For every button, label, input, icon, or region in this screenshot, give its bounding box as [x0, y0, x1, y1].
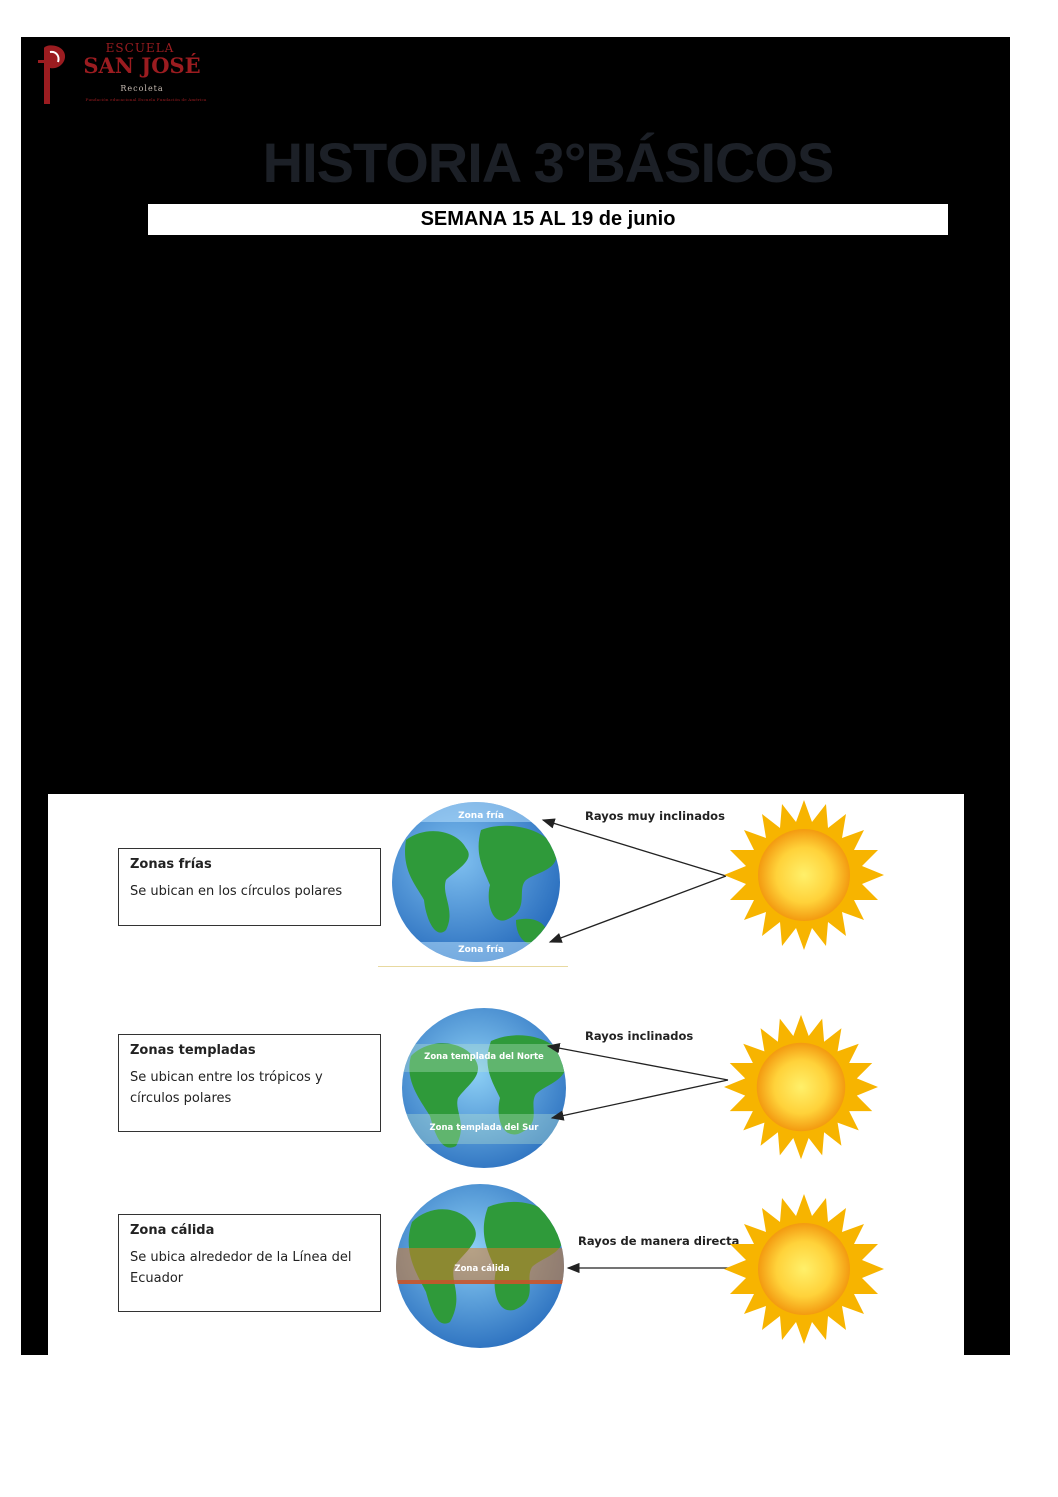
cold-zones-title: Zonas frías	[130, 857, 212, 872]
sun-icon	[724, 1014, 878, 1160]
temperate-band-label-south: Zona templada del Sur	[429, 1123, 539, 1133]
logo-motto: Fundación educacional Escuela Fundación de América	[85, 97, 207, 102]
temperate-zones-title: Zonas templadas	[130, 1043, 256, 1058]
rays-label-cold: Rayos muy inclinados	[585, 809, 725, 823]
logo-place: Recoleta	[120, 84, 164, 93]
sun-icon	[724, 1194, 884, 1344]
arrow-cold-north	[543, 820, 726, 876]
sun-icon	[724, 800, 884, 950]
climate-zones-figure	[48, 794, 964, 1355]
cold-zones-description: Se ubican en los círculos polares	[130, 884, 343, 899]
rays-label-temperate: Rayos inclinados	[585, 1029, 694, 1043]
cold-band-label-north: Zona fría	[458, 811, 504, 821]
warm-zone-title: Zona cálida	[130, 1223, 215, 1238]
arrow-temperate-south	[552, 1080, 728, 1118]
page-title: HISTORIA 3°BÁSICOS	[262, 131, 834, 194]
cold-band-label-south: Zona fría	[458, 945, 504, 955]
arrow-temperate-north	[548, 1046, 728, 1080]
logo-escuela: ESCUELA	[105, 41, 175, 55]
logo-school-name: SAN JOSÉ	[83, 53, 201, 78]
arrow-cold-south	[550, 876, 726, 942]
week-label: SEMANA 15 AL 19 de junio	[420, 208, 676, 230]
warm-band-label: Zona cálida	[454, 1264, 510, 1274]
warm-zone-description: Se ubica alrededor de la Línea del Ecuador	[130, 1250, 352, 1286]
rays-label-warm: Rayos de manera directa	[578, 1234, 740, 1248]
temperate-band-label-north: Zona templada del Norte	[424, 1052, 544, 1062]
week-banner	[148, 204, 948, 235]
temperate-zones-description: Se ubican entre los trópicos y círculos polares	[130, 1070, 323, 1106]
